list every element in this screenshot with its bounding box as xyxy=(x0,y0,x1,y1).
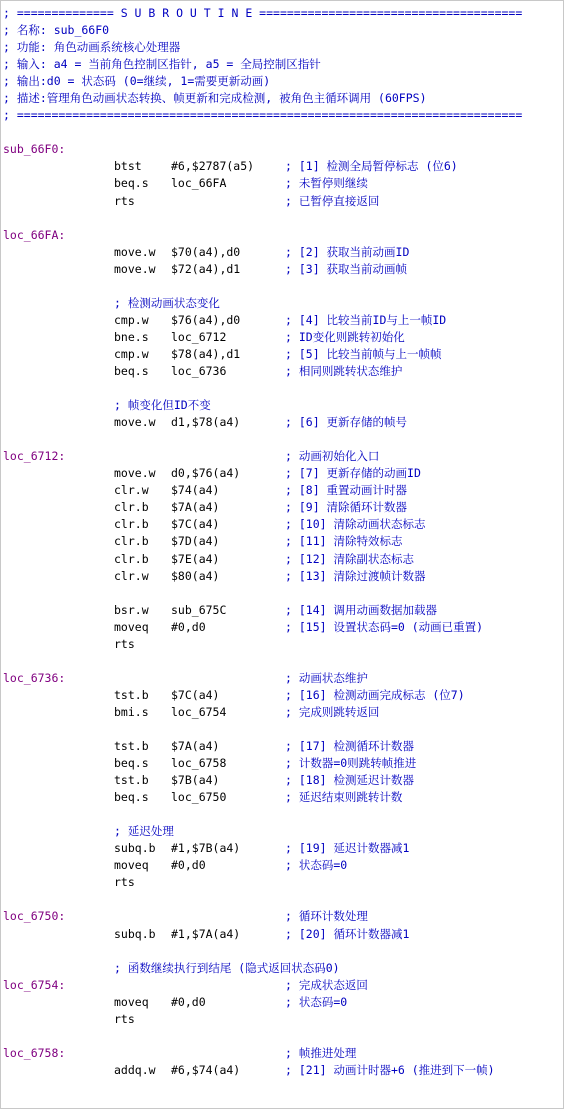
header-comment-line xyxy=(3,22,559,39)
instruction-line xyxy=(3,602,559,619)
instruction-mnemonic: move.w xyxy=(114,466,156,481)
instruction-operands: sub_675C xyxy=(171,602,227,617)
instruction-mnemonic: clr.w xyxy=(114,483,149,498)
instruction-mnemonic: subq.b xyxy=(114,926,156,941)
instruction-line xyxy=(3,533,559,550)
blank-line xyxy=(3,278,559,295)
instruction-mnemonic: moveq xyxy=(114,994,149,1009)
header-comment-text: ; 名称: sub_66F0 xyxy=(3,23,110,38)
instruction-mnemonic: beq.s xyxy=(114,176,149,191)
instruction-line xyxy=(3,704,559,721)
instruction-operands: loc_6754 xyxy=(171,704,227,719)
instruction-line xyxy=(3,1011,559,1028)
instruction-line xyxy=(3,789,559,806)
label-line xyxy=(3,908,559,925)
instruction-operands: $80(a4) xyxy=(171,568,220,583)
instruction-mnemonic: moveq xyxy=(114,858,149,873)
instruction-line xyxy=(3,636,559,653)
line-comment: ; [9] 清除循环计数器 xyxy=(285,500,408,515)
label-line xyxy=(3,141,559,158)
instruction-line xyxy=(3,1062,559,1079)
instruction-operands: d0,$76(a4) xyxy=(171,466,241,481)
header-comment-text: ; 描述:管理角色动画状态转换、帧更新和完成检测, 被角色主循环调用 (60FPS) xyxy=(3,91,427,106)
code-label: sub_66F0: xyxy=(3,142,66,157)
instruction-mnemonic: beq.s xyxy=(114,756,149,771)
instruction-line xyxy=(3,772,559,789)
instruction-operands: loc_6712 xyxy=(171,329,227,344)
line-comment: ; 动画状态维护 xyxy=(285,670,368,685)
label-line xyxy=(3,670,559,687)
label-line xyxy=(3,1045,559,1062)
instruction-line xyxy=(3,738,559,755)
line-comment: ; [4] 比较当前ID与上一帧ID xyxy=(285,312,447,327)
section-comment: ; 检测动画状态变化 xyxy=(114,295,220,310)
instruction-operands: $70(a4),d0 xyxy=(171,244,241,259)
header-comment-line xyxy=(3,73,559,90)
blank-line xyxy=(3,431,559,448)
instruction-operands: loc_6758 xyxy=(171,756,227,771)
instruction-line xyxy=(3,363,559,380)
line-comment: ; [18] 检测延迟计数器 xyxy=(285,773,414,788)
instruction-mnemonic: subq.b xyxy=(114,841,156,856)
instruction-line xyxy=(3,346,559,363)
instruction-line xyxy=(3,874,559,891)
instruction-operands: #1,$7B(a4) xyxy=(171,841,241,856)
header-comment-line xyxy=(3,90,559,107)
line-comment: ; 相同则跳转状态维护 xyxy=(285,363,403,378)
line-comment: ; [5] 比较当前帧与上一帧帧 xyxy=(285,346,442,361)
header-comment-text: ; 输入: a4 = 当前角色控制区指针, a5 = 全局控制区指针 xyxy=(3,57,321,72)
instruction-mnemonic: move.w xyxy=(114,261,156,276)
line-comment: ; 状态码=0 xyxy=(285,994,348,1009)
instruction-operands: #0,d0 xyxy=(171,619,206,634)
instruction-mnemonic: bne.s xyxy=(114,329,149,344)
line-comment: ; [6] 更新存储的帧号 xyxy=(285,415,408,430)
instruction-line xyxy=(3,551,559,568)
header-comment-text: ; 功能: 角色动画系统核心处理器 xyxy=(3,40,181,55)
instruction-mnemonic: beq.s xyxy=(114,790,149,805)
code-label: loc_6736: xyxy=(3,670,66,685)
instruction-line xyxy=(3,755,559,772)
instruction-operands: #1,$7A(a4) xyxy=(171,926,241,941)
line-comment: ; [15] 设置状态码=0 (动画已重置) xyxy=(285,619,484,634)
line-comment: ; [8] 重置动画计时器 xyxy=(285,483,408,498)
section-comment-line xyxy=(3,960,559,977)
line-comment: ; 已暂停直接返回 xyxy=(285,193,380,208)
instruction-mnemonic: rts xyxy=(114,1011,135,1026)
line-comment: ; [10] 清除动画状态标志 xyxy=(285,517,426,532)
instruction-operands: $7C(a4) xyxy=(171,687,220,702)
instruction-operands: $72(a4),d1 xyxy=(171,261,241,276)
instruction-line xyxy=(3,619,559,636)
instruction-line xyxy=(3,312,559,329)
instruction-mnemonic: clr.w xyxy=(114,568,149,583)
code-label: loc_6712: xyxy=(3,449,66,464)
instruction-mnemonic: move.w xyxy=(114,415,156,430)
instruction-line xyxy=(3,926,559,943)
instruction-mnemonic: clr.b xyxy=(114,534,149,549)
blank-line xyxy=(3,721,559,738)
instruction-line xyxy=(3,175,559,192)
instruction-line xyxy=(3,244,559,261)
line-comment: ; 状态码=0 xyxy=(285,858,348,873)
instruction-line xyxy=(3,499,559,516)
instruction-operands: loc_6750 xyxy=(171,790,227,805)
instruction-line xyxy=(3,158,559,175)
header-comment-line xyxy=(3,39,559,56)
instruction-mnemonic: rts xyxy=(114,636,135,651)
header-comment-text: ; ========================================================================= xyxy=(3,108,523,123)
blank-line xyxy=(3,806,559,823)
instruction-operands: #0,d0 xyxy=(171,858,206,873)
instruction-line xyxy=(3,261,559,278)
line-comment: ; 未暂停则继续 xyxy=(285,176,368,191)
line-comment: ; [2] 获取当前动画ID xyxy=(285,244,410,259)
line-comment: ; [21] 动画计时器+6 (推进到下一帧) xyxy=(285,1062,495,1077)
instruction-mnemonic: tst.b xyxy=(114,687,149,702)
line-comment: ; 延迟结束则跳转计数 xyxy=(285,790,403,805)
instruction-operands: loc_6736 xyxy=(171,363,227,378)
header-comment-text: ; 输出:d0 = 状态码 (0=继续, 1=需要更新动画) xyxy=(3,74,271,89)
instruction-operands: $7A(a4) xyxy=(171,739,220,754)
instruction-line xyxy=(3,516,559,533)
header-comment-line xyxy=(3,5,559,22)
assembly-code xyxy=(3,5,559,1079)
line-comment: ; [3] 获取当前动画帧 xyxy=(285,261,408,276)
blank-line xyxy=(3,891,559,908)
instruction-line xyxy=(3,414,559,431)
blank-line xyxy=(3,653,559,670)
code-label: loc_66FA: xyxy=(3,227,66,242)
blank-line xyxy=(3,1028,559,1045)
blank-line xyxy=(3,124,559,141)
blank-line xyxy=(3,943,559,960)
instruction-line xyxy=(3,465,559,482)
instruction-mnemonic: rts xyxy=(114,875,135,890)
line-comment: ; [13] 清除过渡帧计数器 xyxy=(285,568,426,583)
blank-line xyxy=(3,585,559,602)
instruction-operands: #0,d0 xyxy=(171,994,206,1009)
header-comment-line xyxy=(3,107,559,124)
instruction-mnemonic: rts xyxy=(114,193,135,208)
line-comment: ; 帧推进处理 xyxy=(285,1045,357,1060)
instruction-operands: $78(a4),d1 xyxy=(171,346,241,361)
line-comment: ; [1] 检测全局暂停标志 (位6) xyxy=(285,159,458,174)
instruction-mnemonic: bmi.s xyxy=(114,704,149,719)
instruction-operands: d1,$78(a4) xyxy=(171,415,241,430)
line-comment: ; [12] 清除副状态标志 xyxy=(285,551,414,566)
label-line xyxy=(3,448,559,465)
section-comment: ; 帧变化但ID不变 xyxy=(114,398,211,413)
instruction-mnemonic: addq.w xyxy=(114,1062,156,1077)
line-comment: ; 完成状态返回 xyxy=(285,977,368,992)
instruction-line xyxy=(3,193,559,210)
instruction-operands: $7E(a4) xyxy=(171,551,220,566)
code-label: loc_6750: xyxy=(3,909,66,924)
instruction-mnemonic: move.w xyxy=(114,244,156,259)
instruction-mnemonic: beq.s xyxy=(114,363,149,378)
blank-line xyxy=(3,380,559,397)
blank-line xyxy=(3,210,559,227)
instruction-operands: #6,$2787(a5) xyxy=(171,159,255,174)
header-comment-line xyxy=(3,56,559,73)
instruction-mnemonic: tst.b xyxy=(114,739,149,754)
line-comment: ; 循环计数处理 xyxy=(285,909,368,924)
instruction-mnemonic: moveq xyxy=(114,619,149,634)
line-comment: ; [11] 清除特效标志 xyxy=(285,534,403,549)
line-comment: ; [14] 调用动画数据加载器 xyxy=(285,602,437,617)
instruction-operands: loc_66FA xyxy=(171,176,227,191)
instruction-operands: $7B(a4) xyxy=(171,773,220,788)
instruction-mnemonic: clr.b xyxy=(114,500,149,515)
section-comment: ; 函数继续执行到结尾 (隐式返回状态码0) xyxy=(114,960,340,975)
instruction-line xyxy=(3,687,559,704)
line-comment: ; 计数器=0则跳转帧推进 xyxy=(285,756,417,771)
instruction-operands: $7C(a4) xyxy=(171,517,220,532)
instruction-mnemonic: cmp.w xyxy=(114,312,149,327)
instruction-mnemonic: bsr.w xyxy=(114,602,149,617)
header-comment-text: ; ============== S U B R O U T I N E ====================================== xyxy=(3,6,523,20)
label-line xyxy=(3,977,559,994)
line-comment: ; 完成则跳转返回 xyxy=(285,704,380,719)
line-comment: ; [17] 检测循环计数器 xyxy=(285,739,414,754)
line-comment: ; [7] 更新存储的动画ID xyxy=(285,466,421,481)
instruction-mnemonic: tst.b xyxy=(114,773,149,788)
label-line xyxy=(3,227,559,244)
line-comment: ; 动画初始化入口 xyxy=(285,449,380,464)
instruction-mnemonic: btst xyxy=(114,159,142,174)
instruction-line xyxy=(3,482,559,499)
code-label: loc_6754: xyxy=(3,977,66,992)
instruction-operands: $76(a4),d0 xyxy=(171,312,241,327)
section-comment: ; 延迟处理 xyxy=(114,824,174,839)
line-comment: ; [16] 检测动画完成标志 (位7) xyxy=(285,687,465,702)
instruction-line xyxy=(3,994,559,1011)
section-comment-line xyxy=(3,823,559,840)
code-label: loc_6758: xyxy=(3,1045,66,1060)
line-comment: ; ID变化则跳转初始化 xyxy=(285,329,405,344)
instruction-mnemonic: clr.b xyxy=(114,551,149,566)
instruction-operands: $74(a4) xyxy=(171,483,220,498)
line-comment: ; [19] 延迟计数器减1 xyxy=(285,841,410,856)
instruction-line xyxy=(3,568,559,585)
instruction-mnemonic: clr.b xyxy=(114,517,149,532)
instruction-operands: #6,$74(a4) xyxy=(171,1062,241,1077)
instruction-line xyxy=(3,840,559,857)
section-comment-line xyxy=(3,295,559,312)
section-comment-line xyxy=(3,397,559,414)
instruction-line xyxy=(3,329,559,346)
line-comment: ; [20] 循环计数器减1 xyxy=(285,926,410,941)
instruction-operands: $7D(a4) xyxy=(171,534,220,549)
instruction-operands: $7A(a4) xyxy=(171,500,220,515)
instruction-line xyxy=(3,857,559,874)
instruction-mnemonic: cmp.w xyxy=(114,346,149,361)
